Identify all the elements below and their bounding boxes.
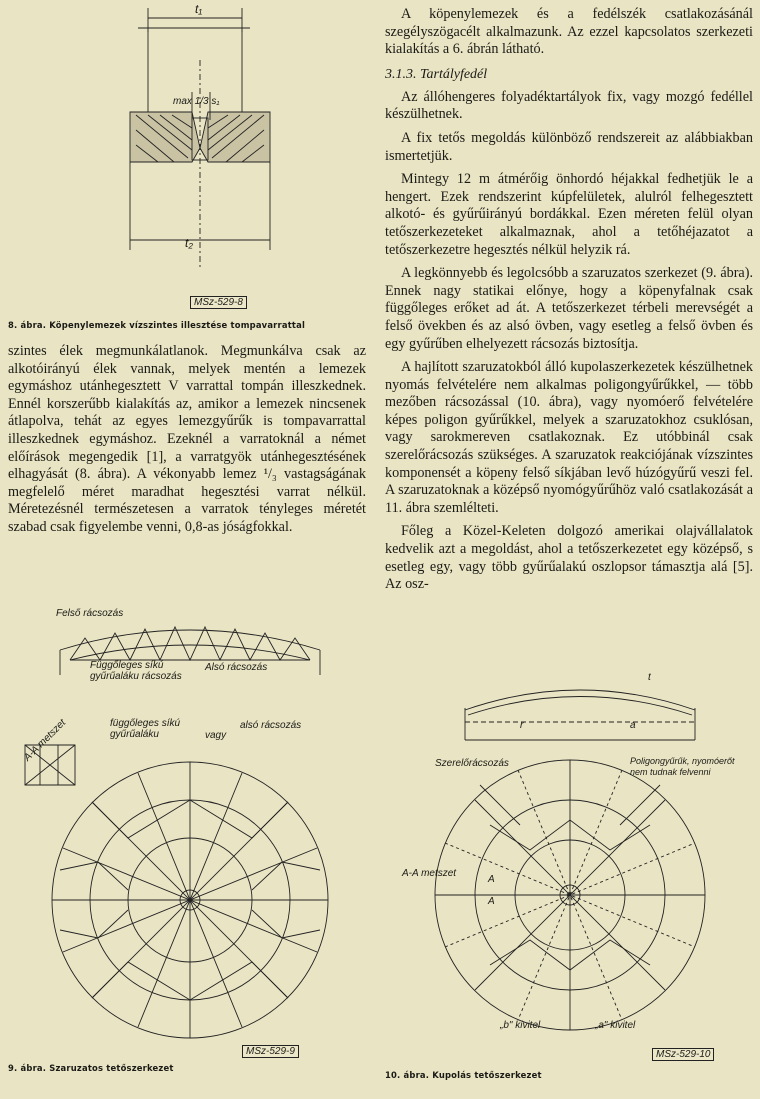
label-upper-bracing: Felső rácsozás <box>56 608 124 619</box>
label-section: A-A metszet <box>402 868 457 879</box>
figure-8 <box>100 0 300 320</box>
label-r: r <box>520 720 524 731</box>
right-paragraph-5: A legkönnyebb és legolcsóbb a szaruzatos szerkezet (9. ábra). Ennek nagy statikai előnye, hogy a köpenyfalnak csak függőleges erőket ad át. A tetőszerkezet térbeli merevségét a felső övekben és az alsó övben, vagy esetleg a felső övben és egy gyűrűben elhelyezett rácsozás biztosítja. <box>385 265 753 352</box>
section-heading: 3.1.3. Tartályfedél <box>385 66 488 82</box>
label-a: a <box>630 720 636 731</box>
label-vertical-2: függőleges síkú gyűrűaláku <box>110 718 181 740</box>
label-mounting-bracing: Szerelőrácsozás <box>435 758 509 769</box>
right-paragraph-6: A hajlított szaruzatokból álló kupolaszerkezetek készülhetnek nyomás felvételére nem alkalmas poligongyűrűkkel, — több mezőben rácsozással (10. ábra), vagy nyomóerő felvételére képes poligon gyűrűkkel, melyek a szaruzatokhoz csuklósan, vagy sarokmereven csatlakoznak. Ez utóbbinál csak szerelőrácsozás szükséges. A szaruzatok reakciójának vízszintes komponensét a köpeny felső síkjában levő húzógyűrű veszi fel. A szaruzatoknak a középső nyomógyűrűhöz való csatlakozását a 11. ábra szemlélteti. <box>385 359 753 516</box>
weld-drawing <box>100 0 300 300</box>
figure-10-caption: 10. ábra. Kupolás tetőszerkezet <box>385 1070 542 1080</box>
standard-stamp: MSz-529-10 <box>652 1048 714 1061</box>
dome-roof-drawing <box>380 660 760 1060</box>
figure-9-caption: 9. ábra. Szaruzatos tetőszerkezet <box>8 1063 174 1073</box>
standard-stamp: MSz-529-9 <box>242 1045 299 1058</box>
label-section: A-A metszet <box>22 717 69 764</box>
left-column-text <box>8 343 366 543</box>
right-paragraph-1: A köpenylemezek és a fedélszék csatlakozásánál szegélyszögacélt alkalmazunk. Az ezzel kapcsolatos szerkezeti kialakítás a 6. ábrán látható. <box>385 6 753 58</box>
dim-max: max 1/3 s₁ <box>173 96 220 107</box>
label-b-variant: „b" kivitel <box>500 1020 541 1031</box>
left-paragraph-1: szintes élek megmunkálatlanok. Megmunkálva csak az alkotóirányú élek vannak, melyek mentén a lemezek egymáshoz utánhegesztett V varrattal tompán illeszkednek. Ennél korszerűbb kialakítás az, amikor a lemezek nincsenek átlapolva, tehát az egyes lemezgyűrűk is tompavarrattal illeszkednek egymáshoz. Ezeknél a varratoknál a német előírások megengedik [1], a varratgyök utánhegesztésének elhagyását (8. ábra). A vékonyabb lemez ¹/₃ vastagságának megfelelő méret maradhat hegesztési varrat nélkül. Méretezésnél természetesen a varratok tényleges méretét szabad csak figyelembe venni, 0,8-as jóságfokkal. <box>8 343 366 535</box>
standard-stamp: MSz-529-8 <box>190 296 247 309</box>
dim-t2: t₂ <box>185 236 193 250</box>
figure-10 <box>380 660 760 1080</box>
right-paragraph-4: Mintegy 12 m átmérőig önhordó héjakkal fedhetjük le a hengert. Ezek rendszerint kúpfelületek, alulról felhegesztett alkotó- és gyűrűirányú bordákkal. Ezen méreten felül olyan tetőszerkezeteket alkalmaznak, ahol a tetőhéjazatot a tetőszerkezetre hegesztés nélkül helyzik rá. <box>385 171 753 258</box>
dim-t1: t₁ <box>195 2 203 16</box>
right-column-text <box>385 6 753 600</box>
label-t: t <box>648 672 651 683</box>
right-paragraph-7: Főleg a Közel-Keleten dolgozó amerikai olajvállalatok kedvelik azt a megoldást, ahol a tetőszerkezetet egy középső, s esetleg egy, vagy több gyűrűalakú oszlopsor támasztja alá [5]. Az osz- <box>385 523 753 593</box>
label-or: vagy <box>205 730 227 741</box>
figure-8-caption: 8. ábra. Köpenylemezek vízszintes illesztése tompavarrattal <box>8 320 306 330</box>
label-A-lower: A <box>488 896 495 907</box>
label-a-variant: „a" kivitel <box>595 1020 636 1031</box>
right-paragraph-3: A fix tetős megoldás különböző rendszereit az alábbiakban ismertetjük. <box>385 129 753 164</box>
label-lower-2: alsó rácsozás <box>240 720 302 731</box>
label-A-upper: A <box>488 874 495 885</box>
right-paragraph-2: Az állóhengeres folyadéktartályok fix, vagy mozgó fedéllel készülhetnek. <box>385 88 753 123</box>
label-lower-bracing: Alsó rácsozás <box>205 662 268 673</box>
figure-9 <box>0 590 370 1080</box>
label-vertical-bracing: Függőleges síkú gyűrűaláku rácsozás <box>90 660 182 682</box>
label-polygon-rings: Poligongyűrűk, nyomóerőt nem tudnak felvenni <box>630 756 735 777</box>
